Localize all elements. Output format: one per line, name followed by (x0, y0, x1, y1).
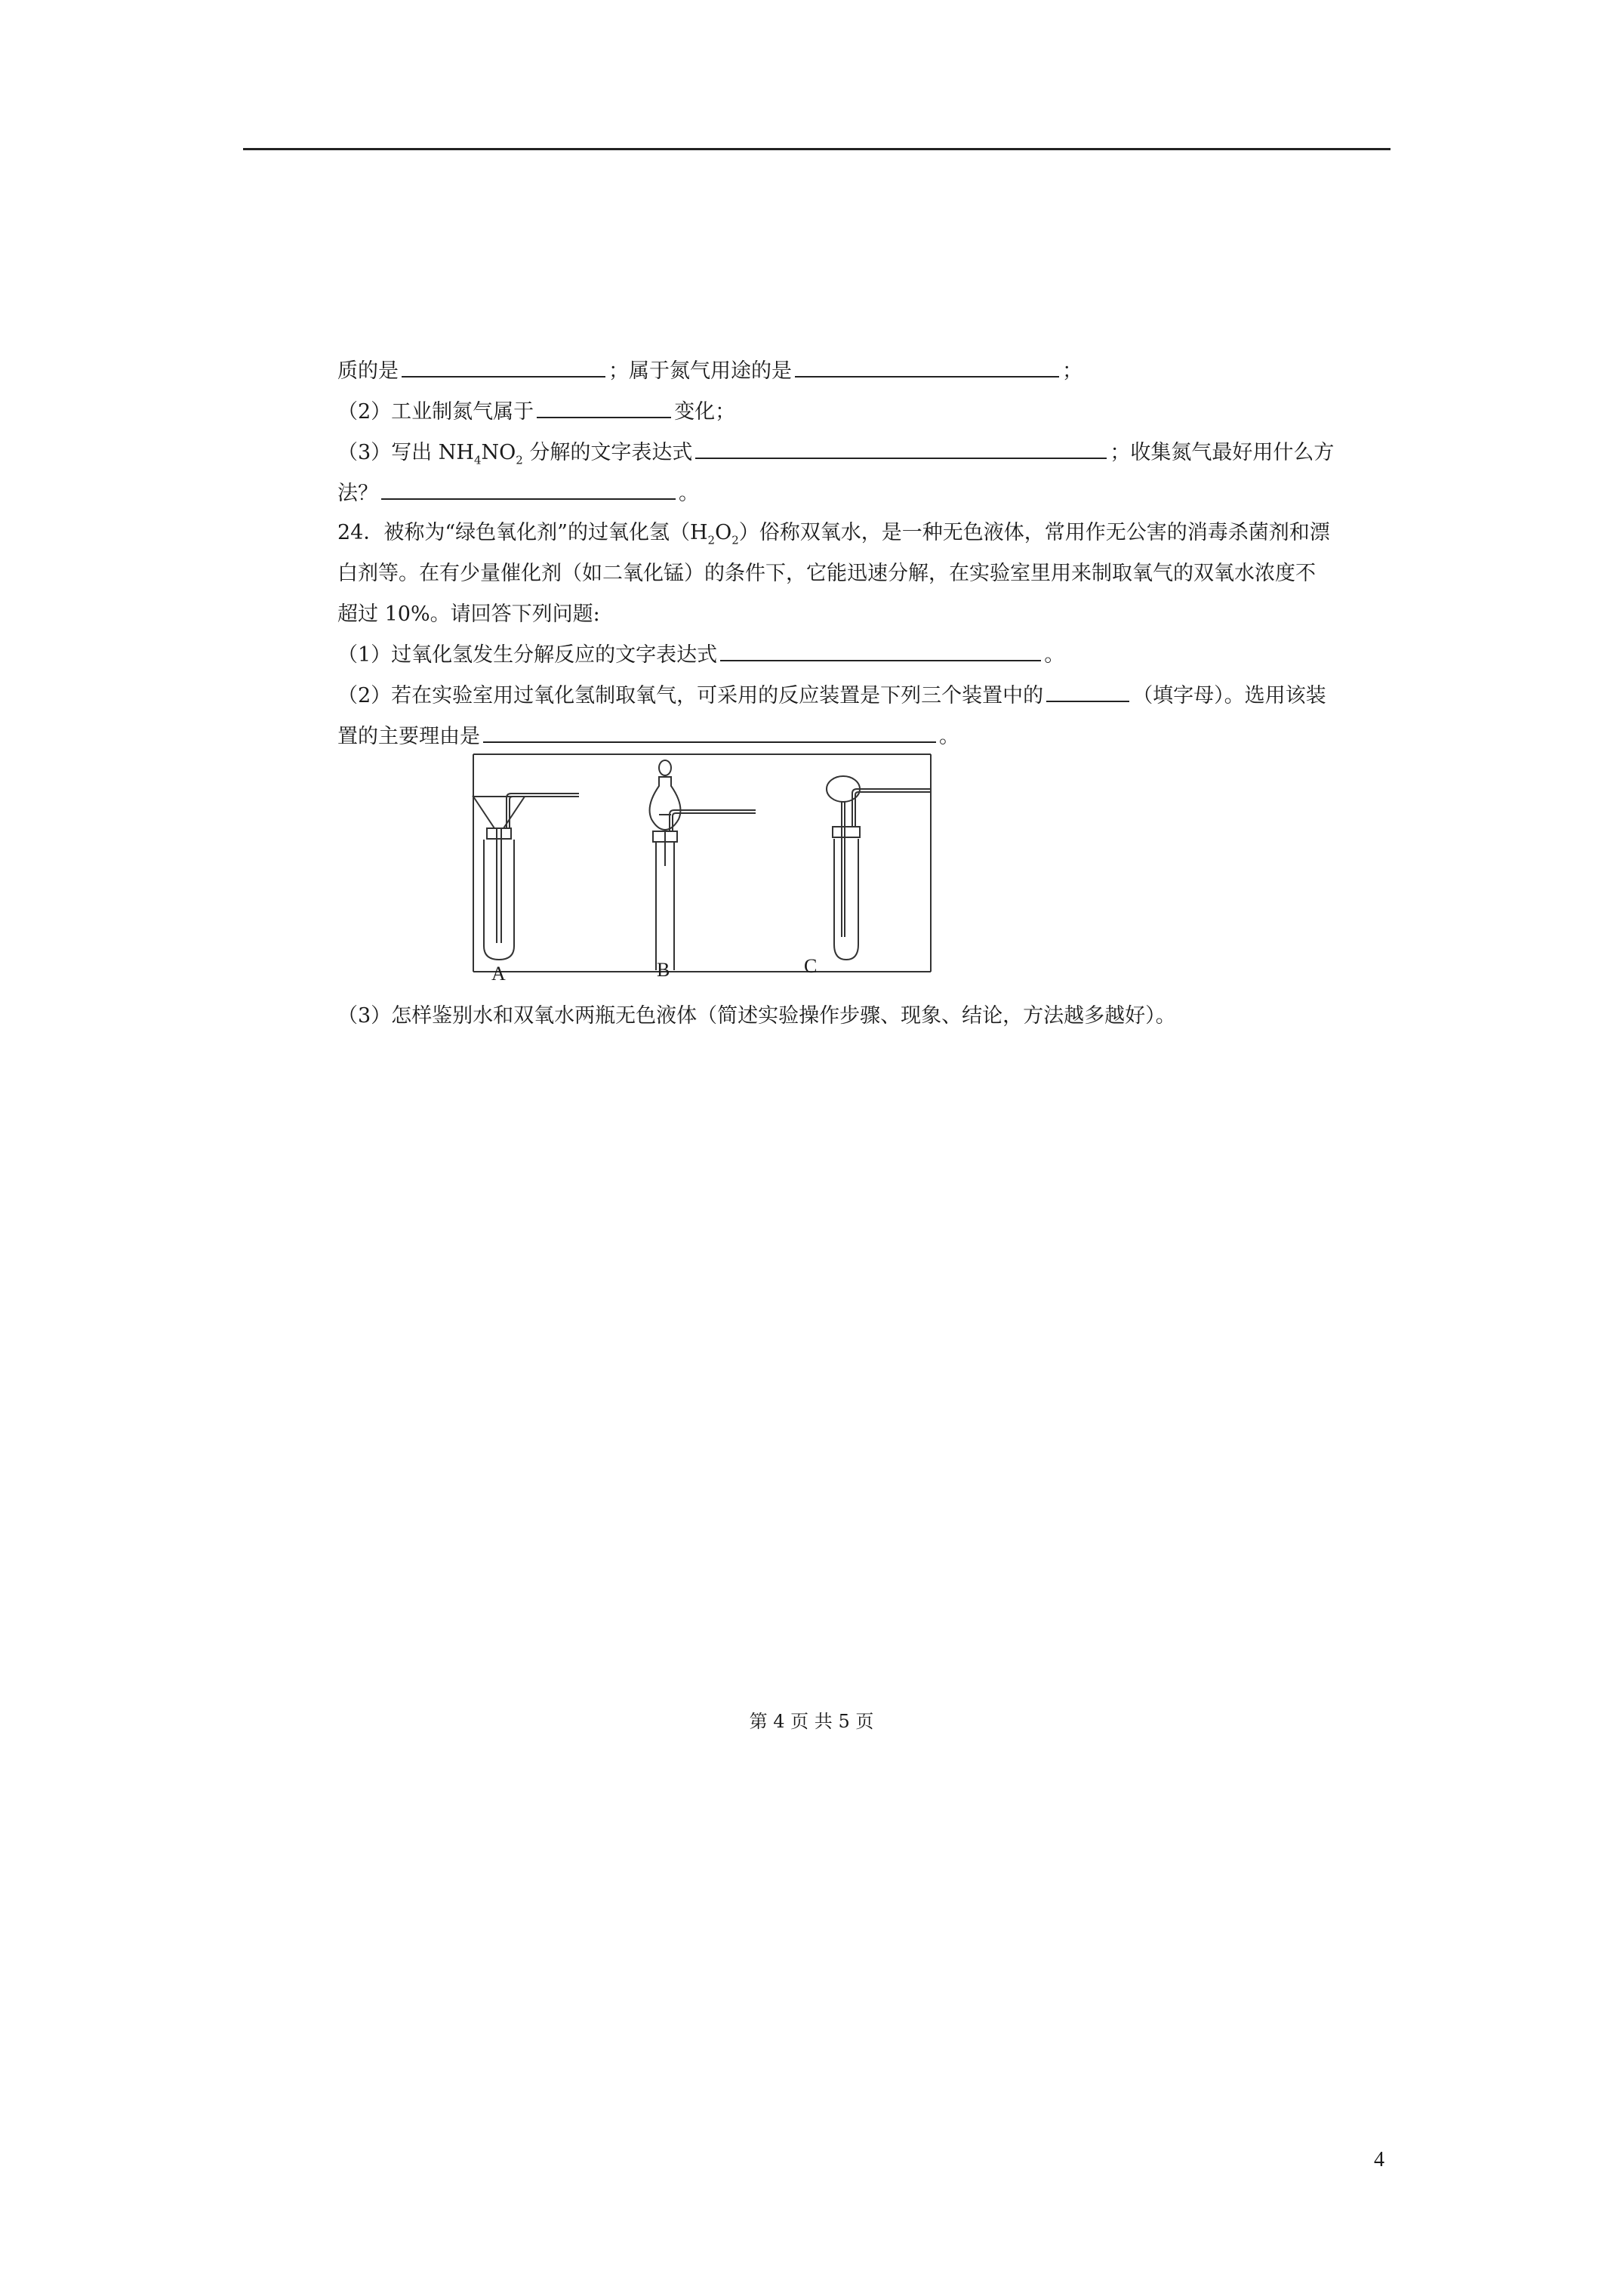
q23-text: 法？ (337, 482, 378, 505)
page-footer: 第 4 页 共 5 页 (749, 1711, 874, 1732)
answer-blank[interactable] (381, 479, 676, 500)
apparatus-b (650, 760, 756, 970)
q24-text: （2）若在实验室用过氧化氢制取氧气，可采用的反应装置是下列三个装置中的 (337, 684, 1044, 707)
q24-text: ）俗称双氧水，是一种无色液体，常用作无公害的消毒杀菌剂和漂 (738, 521, 1330, 544)
q24-text: （3）怎样鉴别水和双氧水两瓶无色液体（简述实验操作步骤、现象、结论，方法越多越好）。 (337, 1004, 1176, 1028)
q23-text: （3）写出 NH (337, 441, 474, 464)
q23-line-1 (337, 356, 1083, 387)
q23-line-4 (337, 479, 699, 509)
apparatus-drawing (472, 753, 932, 983)
apparatus-c (827, 776, 931, 960)
q23-text: NO (481, 441, 516, 464)
q24-intro-1 (337, 518, 1330, 555)
q23-text: 分解的文字表达式 (522, 441, 693, 464)
answer-blank[interactable] (720, 640, 1041, 661)
q24-text: （填字母）。选用该装 (1132, 684, 1326, 707)
q24-part-2 (337, 681, 1326, 711)
q24-part-1 (337, 640, 1064, 670)
apparatus-label-a: A (491, 963, 506, 985)
q23-line-2 (337, 397, 735, 427)
q23-text: ； (1062, 359, 1083, 383)
q23-text: 变化； (674, 400, 736, 424)
apparatus-label-b: B (657, 959, 670, 981)
subscript: 2 (707, 533, 716, 547)
q24-intro-2 (337, 559, 1316, 589)
answer-blank[interactable] (537, 397, 671, 418)
answer-blank[interactable] (795, 356, 1059, 378)
q24-text: 。 (1044, 643, 1065, 667)
answer-blank[interactable] (402, 356, 605, 378)
header-rule (243, 148, 1390, 150)
q23-line-3 (337, 438, 1334, 475)
answer-blank[interactable] (483, 722, 936, 743)
q23-text: 。 (679, 482, 699, 505)
subscript: 4 (473, 453, 482, 467)
q24-text: 。 (939, 725, 959, 748)
q24-intro-3 (337, 599, 600, 630)
q24-part-2-cont (337, 722, 959, 752)
answer-blank[interactable] (695, 438, 1107, 459)
subscript: 2 (516, 453, 523, 467)
page-number: 4 (1374, 2148, 1384, 2171)
q24-text: O (715, 521, 732, 544)
q24-text: 24．被称为“绿色氧化剂”的过氧化氢（H (337, 521, 708, 544)
apparatus-label-c: C (804, 955, 818, 977)
subscript: 2 (731, 533, 739, 547)
q23-text: （2）工业制氮气属于 (337, 400, 534, 424)
q24-text: 置的主要理由是 (337, 725, 480, 748)
apparatus-figure (472, 753, 932, 983)
q23-text: ；收集氮气最好用什么方 (1110, 441, 1335, 464)
q24-part-3 (337, 1001, 1176, 1031)
q23-text: ；属于氮气用途的是 (608, 359, 792, 383)
answer-blank[interactable] (1046, 681, 1129, 702)
q23-text: 质的是 (337, 359, 399, 383)
q24-text: （1）过氧化氢发生分解反应的文字表达式 (337, 643, 718, 667)
apparatus-a (473, 794, 579, 960)
q24-text: 超过 10%。请回答下列问题: (337, 603, 600, 626)
q24-text: 白剂等。在有少量催化剂（如二氧化锰）的条件下，它能迅速分解，在实验室里用来制取氧气的双氧水浓度不 (337, 562, 1316, 585)
